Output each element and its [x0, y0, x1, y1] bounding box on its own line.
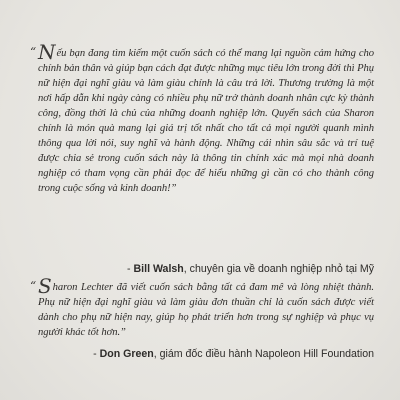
quote2-attribution-prefix: -: [93, 348, 100, 360]
quote2-drop-cap: S: [38, 274, 52, 298]
quote1-attribution-prefix: -: [127, 263, 134, 275]
quote1-body: ếu bạn đang tìm kiếm một cuốn sách có thể mang lại nguồn cảm hứng cho chính bản thân và giúp bạn cách đạt được những mục tiêu lớn trong đời thì Phụ nữ hiện đại nghĩ giàu và làm giàu chính là câu trả lời. Thương trường là một nơi hấp dẫn khi ngày càng có nhiều phụ nữ trở thành doanh nhân cực kỳ thành công, đồng thời là chủ của những doanh nghiệp lớn. Quyển sách của Sharon chính là món quà mang lại giá trị tốt nhất cho tất cả mọi người quanh mình thông qua lời nói, suy nghĩ và hành động. Những cái nhìn sâu sắc và trí tuệ được chia sẻ trong cuốn sách này là thông tin chính xác mà mọi nhà doanh nghiệp có tham vọng cần phải đọc để hiểu những gì cần có cho thành công trong cuộc sống và kinh doanh!”: [38, 48, 374, 195]
quote2-open-mark: “: [30, 279, 37, 293]
quote1-attribution: [127, 263, 374, 275]
quote1-drop-cap: N: [38, 40, 56, 64]
quote1-text-block: [38, 40, 374, 196]
quote1-open-mark: “: [30, 45, 37, 59]
quote2-attribution-name: Don Green: [99, 348, 154, 360]
quote2-text-block: [38, 274, 374, 340]
quote2-body: haron Lechter đã viết cuốn sách bằng tất cả đam mê và lòng nhiệt thành. Phụ nữ hiện đại nghĩ giàu và làm giàu đơn thuần chỉ là cuốn sách được viết dành cho phụ nữ hiện nay, giúp họ phát triển hơn trong sự nghiệp và phục vụ người khác tốt hơn.”: [38, 282, 374, 339]
quote1-attribution-name: Bill Walsh: [133, 263, 184, 275]
quote2-attribution-role: , giám đốc điều hành Napoleon Hill Foundation: [153, 348, 374, 360]
quote1-attribution-role: , chuyên gia về doanh nghiệp nhỏ tại Mỹ: [183, 263, 374, 275]
quote2-attribution: [93, 348, 374, 360]
